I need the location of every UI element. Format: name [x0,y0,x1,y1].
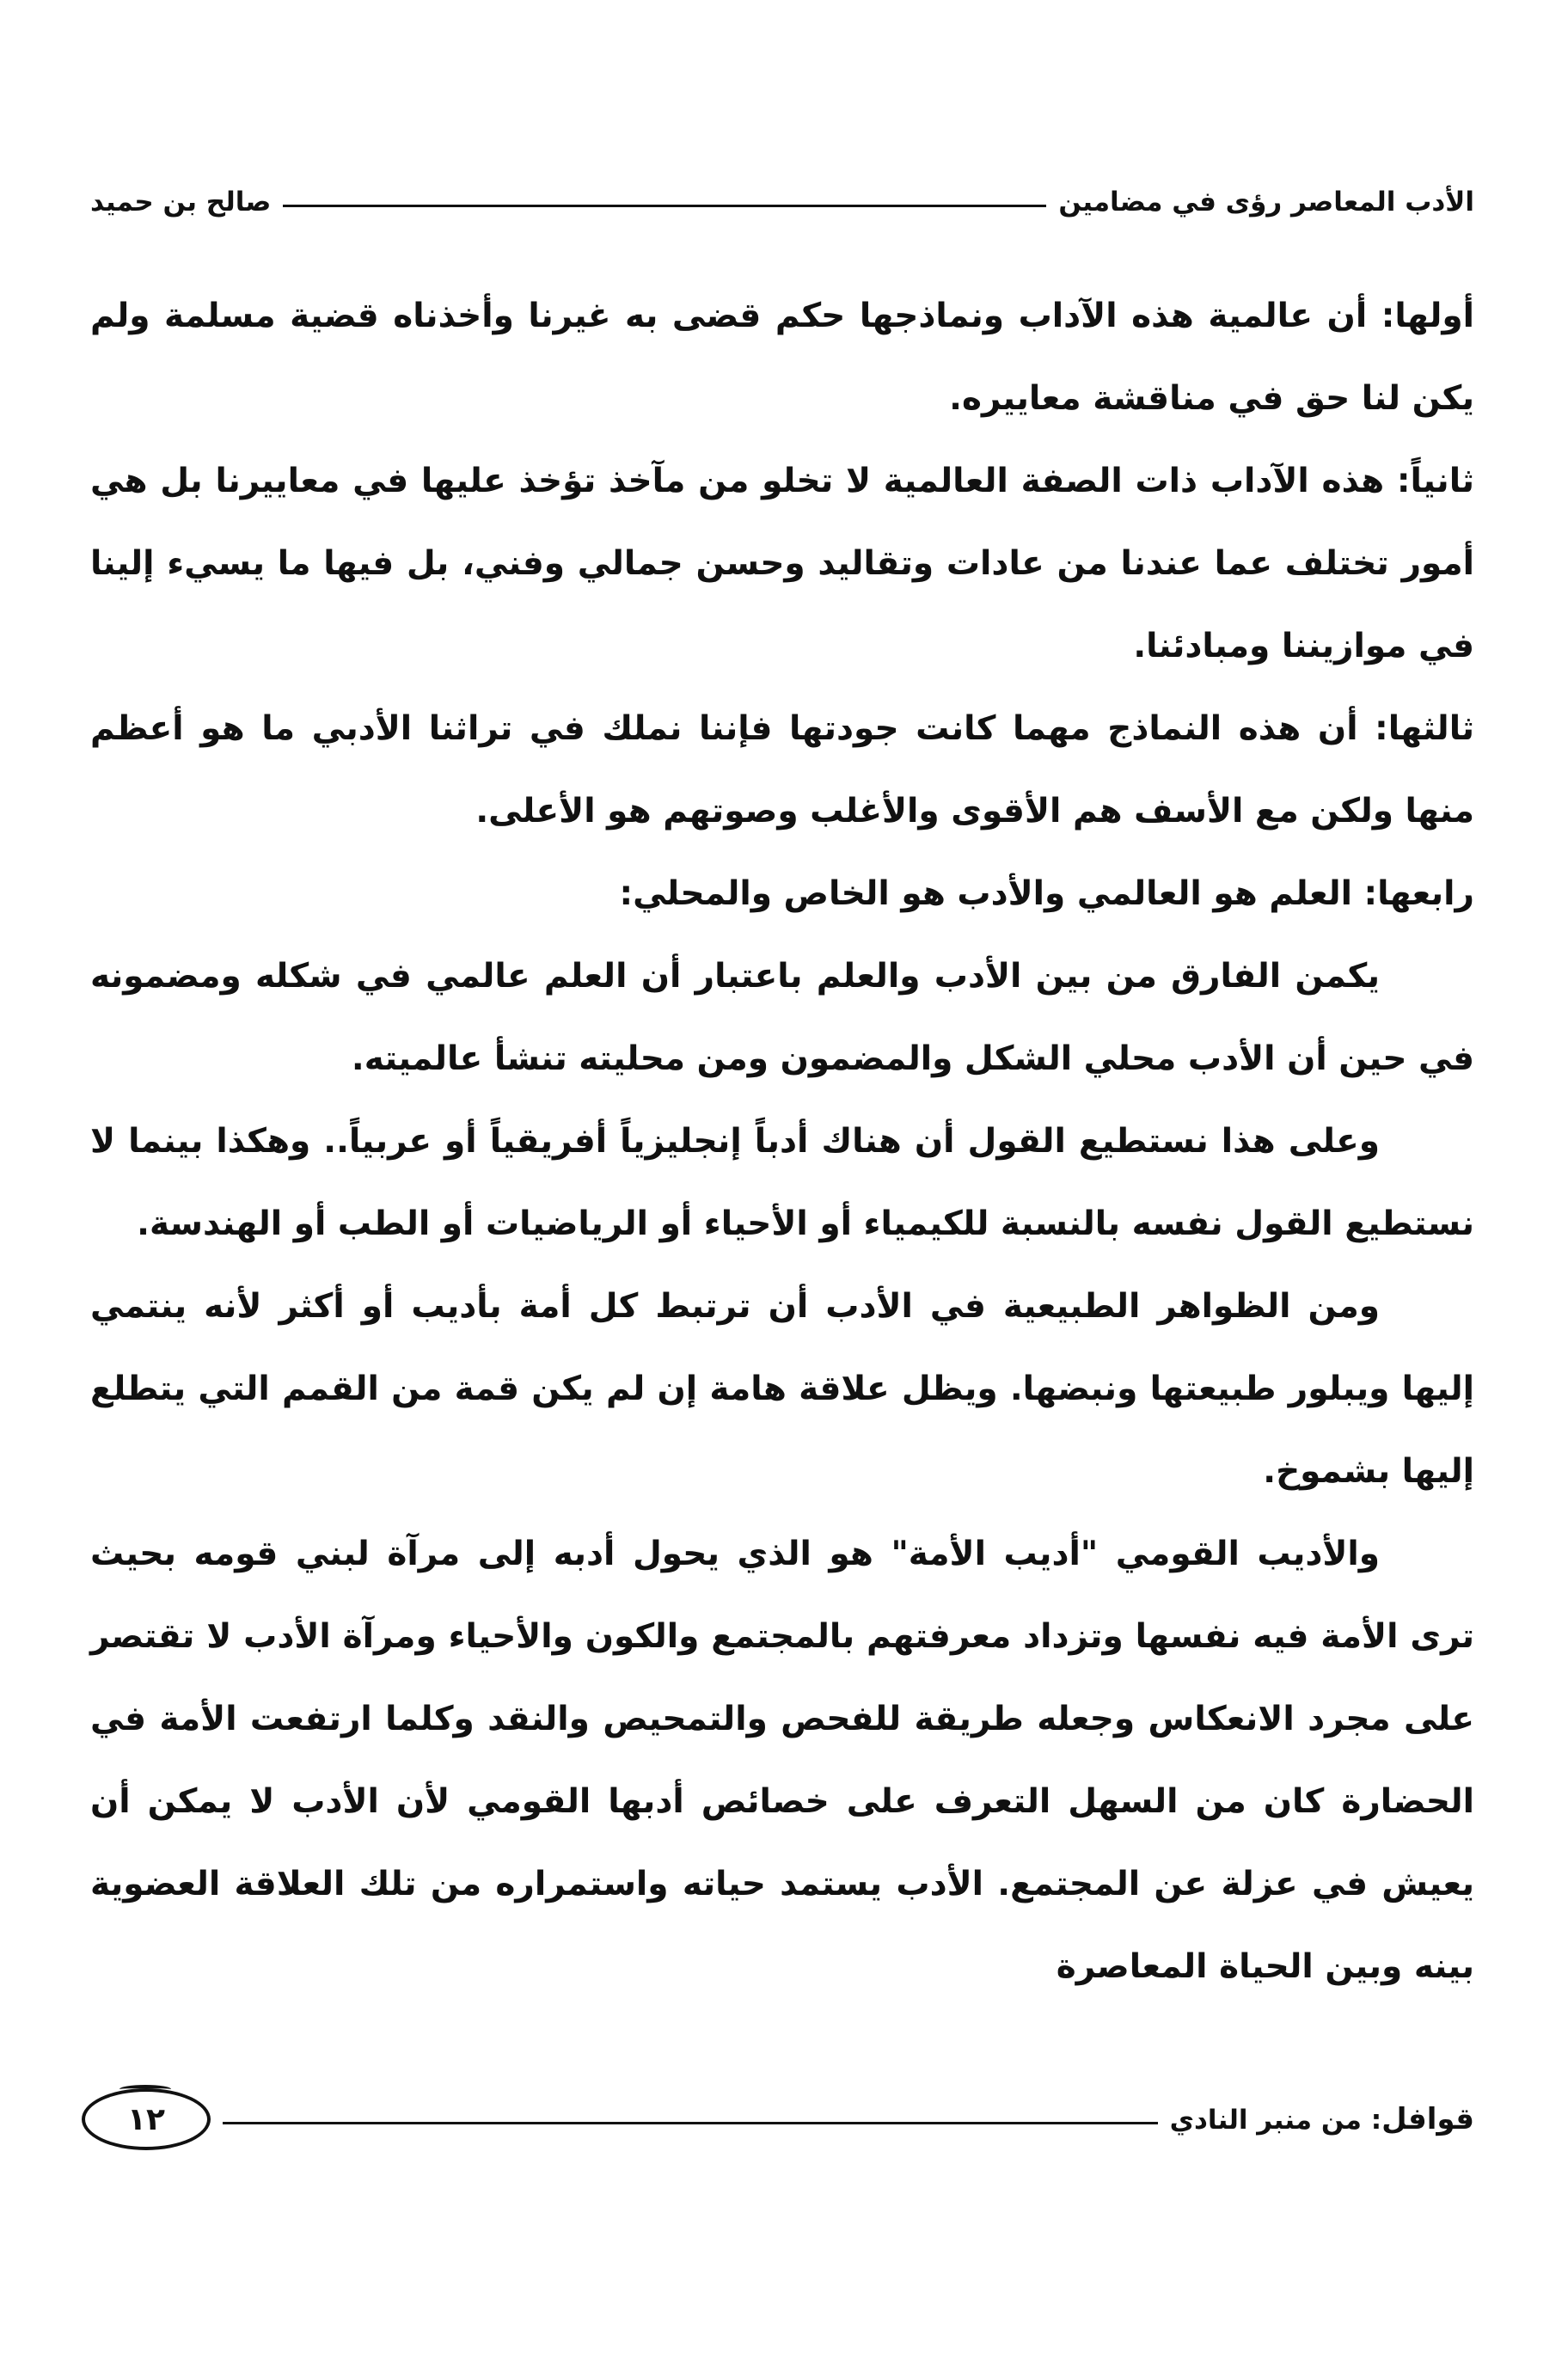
paragraph-third-point: ثالثها: أن هذه النماذج مهما كانت جودتها فإننا نملك في تراثنا الأدبي ما هو أعظم منها ولكن مع الأسف هم الأقوى والأغلب وصوتهم هو الأعلى. [90,709,1474,831]
header-title: الأدب المعاصر رؤى في مضامين [1058,187,1474,218]
paragraph-fourth-point: رابعها: العلم هو العالمي والأدب هو الخاص والمحلي: [619,874,1474,913]
paragraph-second-point: ثانياً: هذه الآداب ذات الصفة العالمية لا تخلو من مآخذ تؤخذ عليها في معاييرنا بل هي أمور تختلف عما عندنا من عادات وتقاليد وحسن جمالي وفني، بل فيها ما يسيء إلينا في موازيننا ومبادئنا. [90,462,1474,665]
page-number-badge [82,2088,211,2150]
footer-rule [223,2122,1158,2124]
footer-series [1170,2102,1474,2136]
footer-series-subtitle: : من منبر النادي [1169,2105,1382,2136]
page-header [90,176,1474,228]
page-body [90,275,1474,2008]
footer-series-label: قوافل [1381,2102,1474,2136]
paragraph-national-literatures: وعلى هذا نستطيع القول أن هناك أدباً إنجليزياً أفريقياً أو عربياً.. وهكذا بينما لا نستطيع القول نفسه بالنسبة للكيمياء أو الأحياء أو الرياضيات أو الطب أو الهندسة. [90,1122,1474,1243]
header-author: صالح بن حميد [90,187,272,218]
page-footer [82,2081,1474,2158]
header-rule [283,205,1046,207]
paragraph-natural-phenomena: ومن الظواهر الطبيعية في الأدب أن ترتبط كل أمة بأديب أو أكثر لأنه ينتمي إليها ويبلور طبيعتها ونبضها. ويظل علاقة هامة إن لم يكن قمة من القمم التي يتطلع إليها بشموخ. [90,1287,1474,1491]
paragraph-science-vs-literature: يكمن الفارق من بين الأدب والعلم باعتبار أن العلم عالمي في شكله ومضمونه في حين أن الأدب محلي الشكل والمضمون ومن محليته تنشأ عالميته. [90,957,1474,1078]
paragraph-national-writer: والأديب القومي "أديب الأمة" هو الذي يحول أدبه إلى مرآة لبني قومه بحيث ترى الأمة فيه نفسها وتزداد معرفتهم بالمجتمع والكون والأحياء ومرآة الأدب لا تقتصر على مجرد الانعكاس وجعله طريقة للفحص والتمحيص والنقد وكلما ارتفعت الأمة في الحضارة كان من السهل التعرف على خصائص أدبها القومي لأن الأدب لا يمكن أن يعيش في عزلة عن المجتمع. الأدب يستمد حياته واستمراره من تلك العلاقة العضوية بينه وبين الحياة المعاصرة [90,1535,1474,1986]
page-number: ١٢ [127,2101,165,2137]
paragraph-first-point: أولها: أن عالمية هذه الآداب ونماذجها حكم قضى به غيرنا وأخذناه قضية مسلمة ولم يكن لنا حق في مناقشة معاييره. [90,297,1474,418]
